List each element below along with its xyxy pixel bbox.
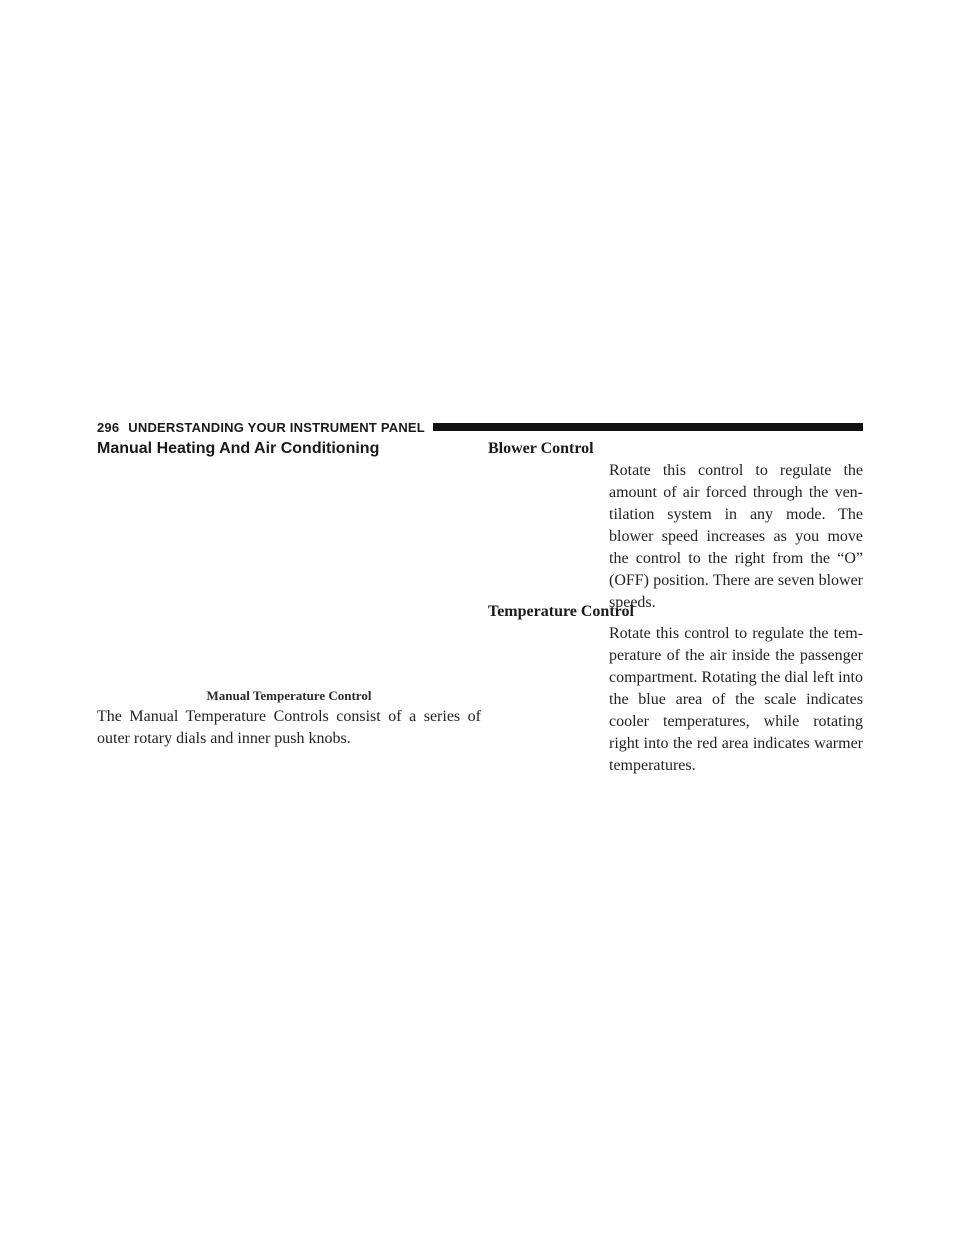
blower-control-heading: Blower Control xyxy=(488,440,594,457)
page-header xyxy=(97,417,863,437)
header-rule xyxy=(433,423,863,431)
page-number: 296 xyxy=(97,419,120,435)
intro-paragraph: The Manual Temperature Controls consist of a series of outer rotary dials and inner push knobs. xyxy=(97,708,481,747)
figure-image-area xyxy=(97,468,481,680)
blower-control-description: Rotate this control to regulate the amount of air forced through the ven-tilation system in any mode. The blower speed increases as you move the control to the right from the “O” (OFF) position. There are seven blower speeds. xyxy=(609,462,863,611)
section-title: Manual Heating And Air Conditioning xyxy=(97,440,380,457)
section-name: UNDERSTANDING YOUR INSTRUMENT PANEL xyxy=(128,419,425,435)
figure-caption: Manual Temperature Control xyxy=(206,688,372,703)
temperature-control-description: Rotate this control to regulate the tem-perature of the air inside the passenger compartment. Rotating the dial left into the blue area of the scale indicates cooler temperatures, while rotating right into the red area indicates warmer temperatures. xyxy=(609,625,863,774)
temperature-control-heading: Temperature Control xyxy=(488,603,634,620)
